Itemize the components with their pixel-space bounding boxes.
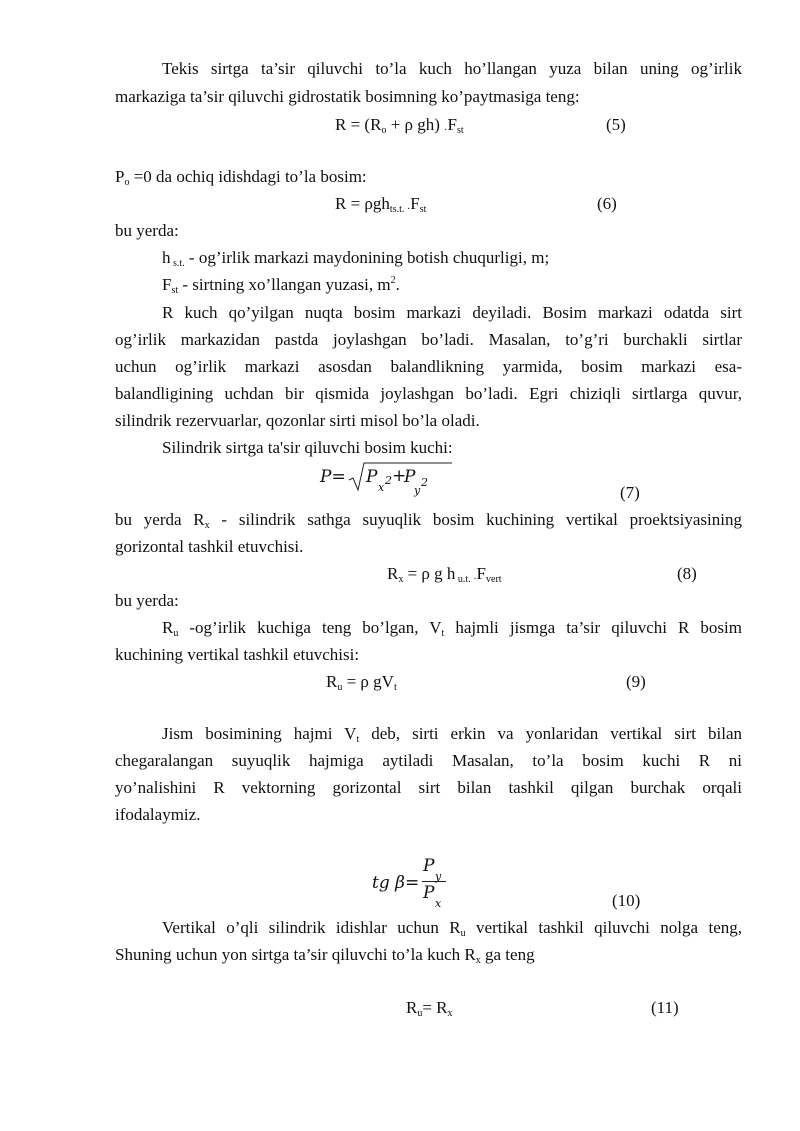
paragraph-line: yo’nalishini R vektorning gorizontal sirt bilan tashkil qilgan burchak orqali bbox=[115, 778, 742, 797]
paragraph-line: chegaralangan suyuqlik hajmiga aytiladi Masalan, to’la bosim kuchi R ni bbox=[115, 751, 742, 770]
equation-number: (10) bbox=[612, 891, 641, 910]
equation-7: P= P x 2 + P y 2 bbox=[320, 460, 440, 500]
equation-number: (7) bbox=[620, 483, 640, 502]
equation-number: (9) bbox=[626, 672, 646, 691]
paragraph-line: $P_o =0$ da ochiq idishdagi to’la bosim: bbox=[115, 167, 367, 188]
equation-10: tg β= P y P x bbox=[372, 855, 462, 907]
paragraph-line: uchun og’irlik markazi asosdan balandlikning yarmida, bosim markazi esa- bbox=[115, 357, 742, 376]
paragraph-line: markaziga ta’sir qiluvchi gidrostatik bosimning ko’paytmasiga teng: bbox=[115, 87, 580, 106]
paragraph-line: Tekis sirtga ta’sir qiluvchi to’la kuch ho’llangan yuza bilan uning og’irlik bbox=[162, 59, 742, 78]
paragraph-line: og’irlik markazidan pastda joylashgan bo’ladi. Masalan, to’g’ri burchakli sirtlar bbox=[115, 330, 742, 349]
paragraph-line: bu yerda: bbox=[115, 591, 179, 610]
definition-line: h $_{s.t.}$ - og’irlik markazi maydonining botish chuqurligi, m; bbox=[162, 248, 550, 269]
paragraph-line: balandligining uchdan bir qismida joylashgan bo’ladi. Egri chiziqli sirtlarga quvur, bbox=[115, 384, 742, 403]
equation-number: (5) bbox=[606, 115, 626, 134]
paragraph-line: bu yerda $R_x$ - silindrik sathga suyuqlik bosim kuchining vertikal proektsiyasining bbox=[115, 510, 742, 531]
paragraph-line: Jism bosimining hajmi $V_t$ deb, sirti erkin va yonlaridan vertikal sirt bilan bbox=[162, 724, 742, 745]
equation-number: (8) bbox=[677, 564, 697, 583]
paragraph-line: silindrik rezervuarlar, qozonlar sirti misol bo’la oladi. bbox=[115, 411, 480, 430]
paragraph-line: R kuch qo’yilgan nuqta bosim markazi deyiladi. Bosim markazi odatda sirt bbox=[162, 303, 742, 322]
paragraph-line: gorizontal tashkil etuvchisi. bbox=[115, 537, 304, 556]
paragraph-line: Shuning uchun yon sirtga ta’sir qiluvchi to’la kuch $R_x$ ga teng bbox=[115, 945, 535, 966]
equation-6: R = ρgh$_{ts.t.}$ $_\cdot F_{st}$ bbox=[335, 194, 427, 215]
paragraph-line: ifodalaymiz. bbox=[115, 805, 201, 824]
paragraph-line: bu yerda: bbox=[115, 221, 179, 240]
equation-9: $R_u = \rho$ $gV_t$ bbox=[326, 672, 397, 693]
paragraph-line: Silindrik sirtga ta'sir qiluvchi bosim kuchi: bbox=[162, 438, 453, 457]
paragraph-line: $R_u$ -og’irlik kuchiga teng bo’lgan, $V_t$ hajmli jismga ta’sir qiluvchi R bosim bbox=[162, 618, 742, 639]
equation-number: (6) bbox=[597, 194, 617, 213]
equation-11: $R_u= R_x$ bbox=[406, 998, 453, 1019]
equation-5: $R = (R_o + \rho$ gh) $_\cdot F_{st}$ bbox=[335, 115, 464, 136]
equation-8: $R_x = \rho$ g h $_{u.t.}$ $_\cdot F_{vert}$ bbox=[387, 564, 502, 585]
equation-number: (11) bbox=[651, 998, 679, 1017]
paragraph-line: Vertikal o’qli silindrik idishlar uchun $R_u$ vertikal tashkil qiluvchi nolga teng, bbox=[162, 918, 742, 939]
paragraph-line: kuchining vertikal tashkil etuvchisi: bbox=[115, 645, 360, 664]
definition-line: $F_{st}$ - sirtning xo’llangan yuzasi, $m^2$. bbox=[162, 275, 400, 296]
